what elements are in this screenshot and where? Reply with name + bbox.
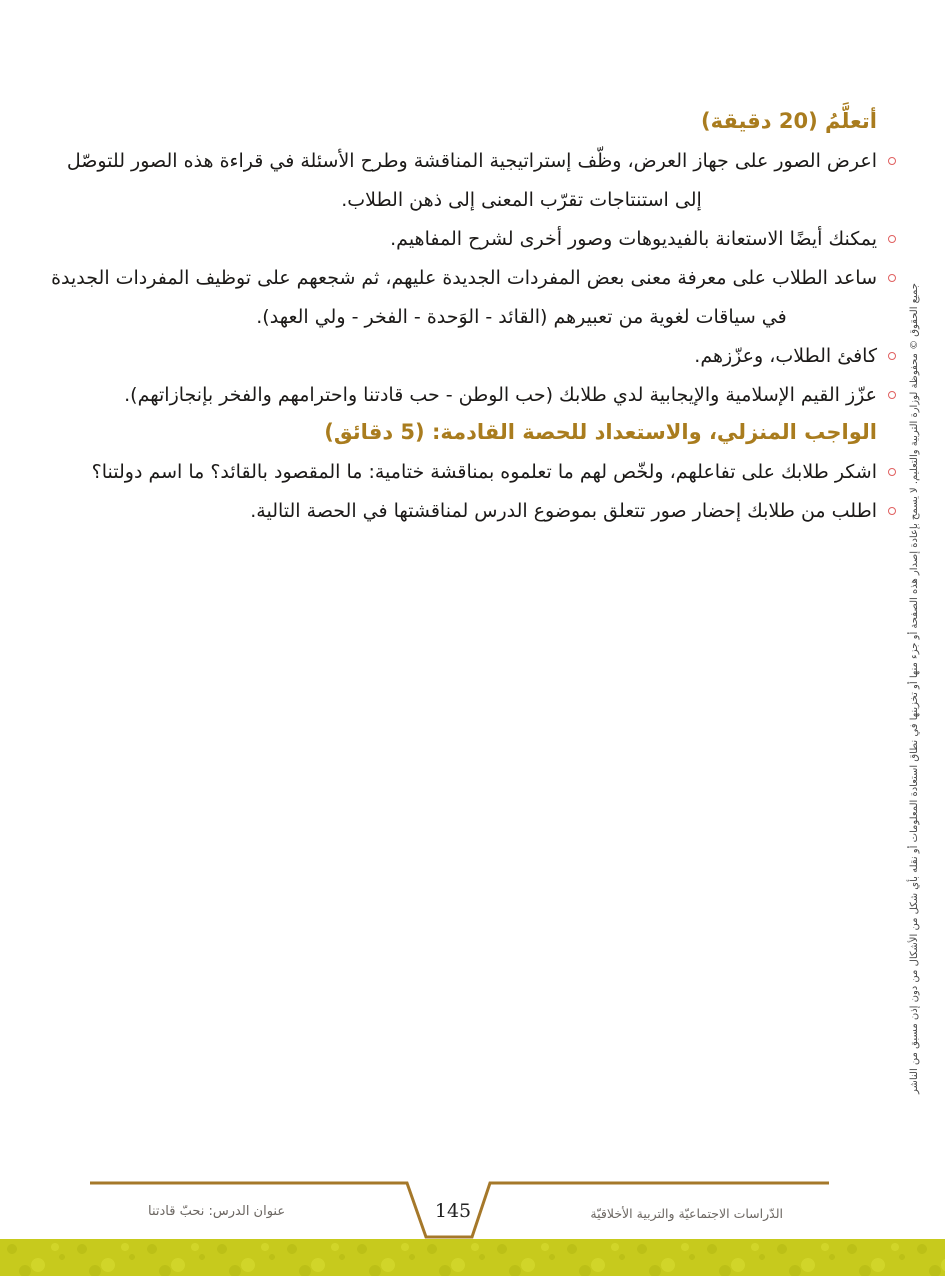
bullet-list-homework <box>90 453 877 531</box>
page-number: 145 <box>434 1200 472 1222</box>
bullet-item <box>90 337 877 376</box>
bullet-circle-icon <box>888 507 896 515</box>
bullet-item <box>90 453 877 492</box>
section-homework <box>90 415 877 531</box>
section-heading-homework: الواجب المنزلي، والاستعداد للحصة القادمة: (5 دقائق) <box>324 420 877 444</box>
bullet-line: عزّز القيم الإسلامية والإيجابية لدي طلابك (حب الوطن - حب قادتنا واحترامهم والفخر بإنجازاتهم). <box>124 384 877 406</box>
bullet-circle-icon <box>888 468 896 476</box>
bullet-circle-icon <box>888 352 896 360</box>
bullet-line: اشكر طلابك على تفاعلهم، ولخّص لهم ما تعلموه بمناقشة ختامية: ما المقصود بالقائد؟ ما اسم دولتنا؟ <box>91 461 877 483</box>
bullet-circle-icon <box>888 274 896 282</box>
footer-lesson-title: عنوان الدرس: نحبّ قادتنا <box>148 1204 286 1219</box>
section-heading-learn: أتعلَّمُ (20 دقيقة) <box>701 109 877 133</box>
bullet-line: اطلب من طلابك إحضار صور تتعلق بموضوع الدرس لمناقشتها في الحصة التالية. <box>250 500 877 522</box>
bullet-circle-icon <box>888 391 896 399</box>
bullet-line: ساعد الطلاب على معرفة معنى بعض المفردات الجديدة عليهم، ثم شجعهم على توظيف المفردات الجديدة <box>51 267 877 289</box>
footer-subject-title: الدّراسات الاجتماعيّة والتربية الأخلاقيّة <box>590 1206 783 1221</box>
bottom-pattern-band <box>0 1239 945 1276</box>
bullet-item <box>90 220 877 259</box>
bullet-line: اعرض الصور على جهاز العرض، وظّف إستراتيجية المناقشة وطرح الأسئلة في قراءة هذه الصور للتوصّل <box>66 150 877 172</box>
bullet-item <box>90 492 877 531</box>
bullet-item <box>90 376 877 415</box>
content <box>51 104 877 531</box>
bullet-line: كافئ الطلاب، وعزّزهم. <box>694 345 877 367</box>
bullet-circle-icon <box>888 235 896 243</box>
bullet-line: إلى استنتاجات تقرّب المعنى إلى ذهن الطلاب. <box>341 189 702 211</box>
section-learn <box>51 104 877 415</box>
bullet-circle-icon <box>888 157 896 165</box>
bullet-list-learn <box>51 142 877 415</box>
bullet-item <box>51 259 877 337</box>
bullet-line: يمكنك أيضًا الاستعانة بالفيديوهات وصور أخرى لشرح المفاهيم. <box>390 228 877 250</box>
copyright-vertical-text: جميع الحقوق © محفوظة لوزارة التربية والتعليم. لا يسمح بإعادة إصدار هذه الصفحة أو جزء منها أو تخزينها في نطاق استعادة المعلومات أو نقله بأي شكل من الأشكال من دون إذن مسبق من الناشر <box>909 283 920 1095</box>
bullet-item <box>66 142 877 220</box>
bullet-line: في سياقات لغوية من تعبيرهم (القائد - الوَحدة - الفخر - ولي العهد). <box>256 306 787 328</box>
